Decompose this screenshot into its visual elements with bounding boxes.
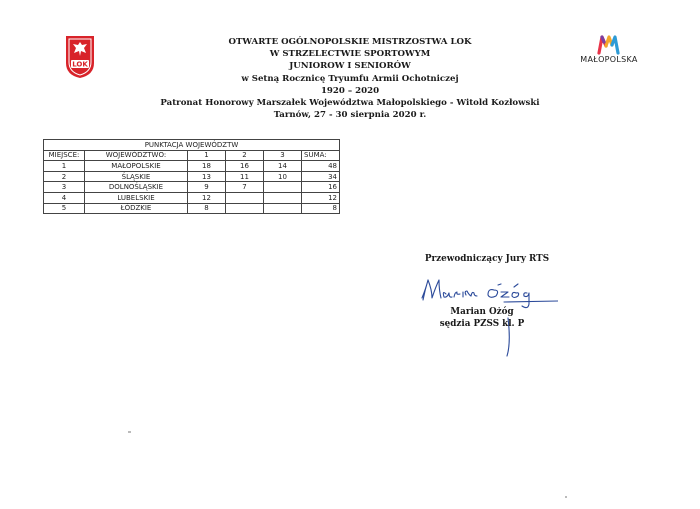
column-header-voivodeship: WOJEWÓDZTWO:: [85, 150, 188, 161]
document-header: [140, 36, 560, 121]
cell-round-1: 8: [188, 203, 226, 214]
cell-sum: 34: [302, 171, 340, 182]
jury-title: Przewodniczący Jury RTS: [424, 254, 550, 264]
cell-round-3: 14: [264, 161, 302, 172]
cell-sum: 16: [302, 182, 340, 193]
table-row: [44, 182, 340, 193]
scan-speck: [565, 496, 567, 498]
cell-voivodeship: DOLNOŚLĄSKIE: [85, 182, 188, 193]
malopolska-logo: [569, 31, 649, 71]
table-row: [44, 203, 340, 214]
cell-round-2: 11: [226, 171, 264, 182]
cell-round-1: 9: [188, 182, 226, 193]
column-header-round-2: 2: [226, 150, 264, 161]
cell-place: 4: [44, 192, 85, 203]
table-title: PUNKTACJA WOJEWÓDZTW: [44, 140, 340, 151]
header-title: OTWARTE OGÓLNOPOLSKIE MISTRZOSTWA LOK: [228, 37, 472, 47]
scan-speck: [128, 431, 131, 433]
cell-round-1: 18: [188, 161, 226, 172]
cell-place: 3: [44, 182, 85, 193]
signer-role: sędzia PZSS kl. P: [439, 319, 525, 329]
column-header-round-1: 1: [188, 150, 226, 161]
header-category: JUNIOROW I SENIORÓW: [289, 61, 411, 72]
table-header-row: [44, 150, 340, 161]
cell-round-2: [226, 203, 264, 214]
header-years: 1920 – 2020: [320, 85, 380, 96]
table-row: [44, 161, 340, 172]
header-subtitle: W STRZELECTWIE SPORTOWYM: [269, 49, 431, 60]
column-header-place: MIEJSCE:: [44, 150, 85, 161]
cell-round-3: [264, 182, 302, 193]
voivodeship-scores-table: [43, 139, 340, 214]
cell-sum: 12: [302, 192, 340, 203]
header-occasion: w Setną Rocznicę Tryumfu Armii Ochotniczej: [241, 73, 459, 84]
header-patronage: Patronat Honorowy Marszałek Województwa Małopolskiego - Witold Kozłowski: [160, 98, 540, 109]
cell-round-3: [264, 203, 302, 214]
table-row: [44, 192, 340, 203]
signer-name: Marian Ożóg: [450, 307, 514, 317]
cell-place: 1: [44, 161, 85, 172]
header-place-date: Tarnów, 27 - 30 sierpnia 2020 r.: [273, 110, 427, 121]
column-header-sum: SUMA:: [302, 150, 340, 161]
cell-round-1: 13: [188, 171, 226, 182]
cell-sum: 8: [302, 203, 340, 214]
lok-logo-text: LOK: [72, 60, 88, 69]
table-row: [44, 171, 340, 182]
cell-round-3: [264, 192, 302, 203]
cell-round-3: 10: [264, 171, 302, 182]
cell-round-1: 12: [188, 192, 226, 203]
cell-round-2: 7: [226, 182, 264, 193]
cell-voivodeship: ŁÓDZKIE: [85, 203, 188, 214]
cell-round-2: [226, 192, 264, 203]
cell-place: 5: [44, 203, 85, 214]
cell-voivodeship: LUBELSKIE: [85, 192, 188, 203]
cell-round-2: 16: [226, 161, 264, 172]
lok-logo: [63, 33, 97, 79]
cell-sum: 48: [302, 161, 340, 172]
signer-block: [422, 306, 542, 330]
column-header-round-3: 3: [264, 150, 302, 161]
malopolska-logo-text: MAŁOPOLSKA: [580, 55, 638, 64]
cell-voivodeship: MAŁOPOLSKIE: [85, 161, 188, 172]
cell-place: 2: [44, 171, 85, 182]
cell-voivodeship: ŚLĄSKIE: [85, 171, 188, 182]
